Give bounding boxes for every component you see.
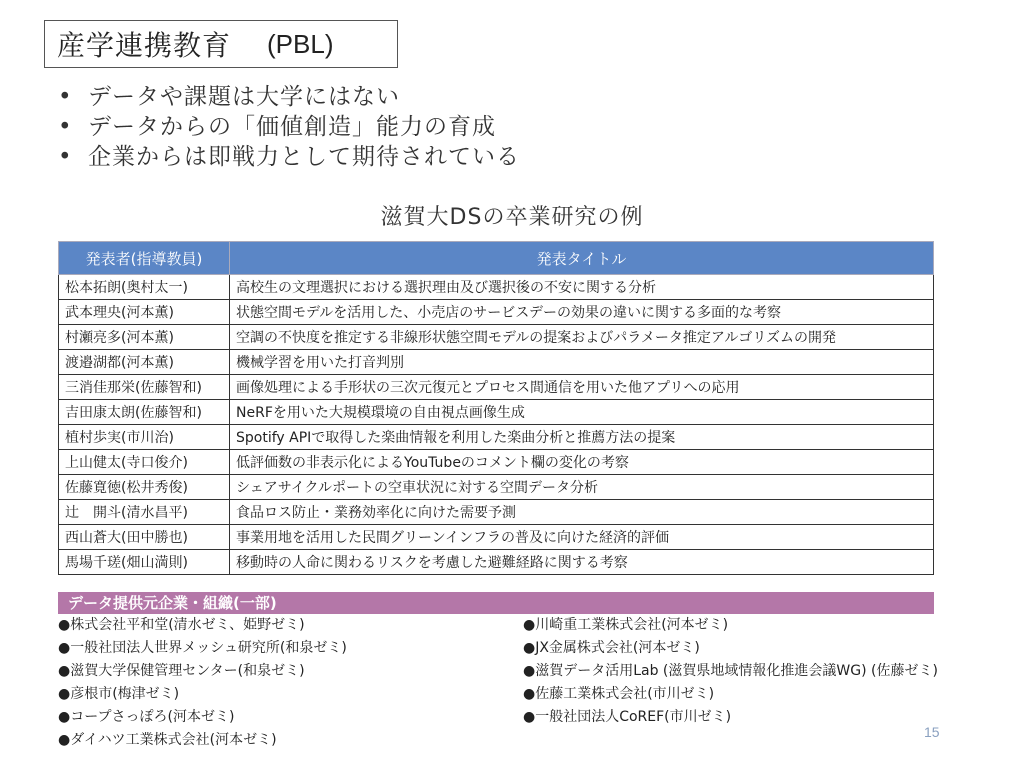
supplier-heading: データ提供元企業・組織(一部): [58, 592, 934, 614]
supplier-item: ●滋賀大学保健管理センター(和泉ゼミ): [58, 663, 305, 679]
presenter-cell: 松本拓朗(奥村太一): [59, 275, 230, 300]
title-cell: NeRFを用いた大規模環境の自由視点画像生成: [230, 400, 934, 425]
supplier-item: ●一般社団法人世界メッシュ研究所(和泉ゼミ): [58, 640, 347, 656]
table-row: [59, 450, 934, 475]
presenter-cell: 佐藤寛徳(松井秀俊): [59, 475, 230, 500]
presenter-cell: 村瀬亮多(河本薫): [59, 325, 230, 350]
bullet-item: • データや課題は大学にはない: [58, 82, 520, 112]
table-row: [59, 425, 934, 450]
presenter-cell: 上山健太(寺口俊介): [59, 450, 230, 475]
bullet-item: • データからの「価値創造」能力の育成: [58, 112, 520, 142]
title-cell: シェアサイクルポートの空車状況に対する空間データ分析: [230, 475, 934, 500]
bullet-item: • 企業からは即戦力として期待されている: [58, 142, 520, 172]
title-cell: 空調の不快度を推定する非線形状態空間モデルの提案およびパラメータ推定アルゴリズムの開発: [230, 325, 934, 350]
title-cell: 移動時の人命に関わるリスクを考慮した避難経路に関する考察: [230, 550, 934, 575]
table-row: [59, 400, 934, 425]
supplier-item: ●一般社団法人CoREF(市川ゼミ): [523, 709, 732, 725]
table-row: [59, 550, 934, 575]
slide-title-box: [44, 20, 398, 68]
supplier-list-left: [58, 614, 347, 752]
table-caption: 滋賀大DSの卒業研究の例: [380, 205, 644, 230]
presenter-cell: 武本理央(河本薫): [59, 300, 230, 325]
table-row: [59, 500, 934, 525]
supplier-item: ●川崎重工業株式会社(河本ゼミ): [523, 617, 729, 633]
supplier-item: ●滋賀データ活用Lab (滋賀県地域情報化推進会議WG) (佐藤ゼミ): [523, 663, 938, 679]
supplier-item: ●コープさっぽろ(河本ゼミ): [58, 709, 235, 725]
table-row: [59, 525, 934, 550]
title-cell: 画像処理による手形状の三次元復元とプロセス間通信を用いた他アプリへの応用: [230, 375, 934, 400]
title-cell: Spotify APIで取得した楽曲情報を利用した楽曲分析と推薦方法の提案: [230, 425, 934, 450]
presenter-cell: 西山蒼大(田中勝也): [59, 525, 230, 550]
supplier-item: ●ダイハツ工業株式会社(河本ゼミ): [58, 732, 277, 748]
slide-title-suffix: (PBL): [267, 28, 334, 59]
presenter-cell: 植村歩実(市川治): [59, 425, 230, 450]
supplier-item: ●JX金属株式会社(河本ゼミ): [523, 640, 700, 656]
title-cell: 状態空間モデルを活用した、小売店のサービスデーの効果の違いに関する多面的な考察: [230, 300, 934, 325]
table-row: [59, 350, 934, 375]
title-cell: 事業用地を活用した民間グリーンインフラの普及に向けた経済的評価: [230, 525, 934, 550]
table-row: [59, 475, 934, 500]
supplier-item: ●彦根市(梅津ゼミ): [58, 686, 180, 702]
slide-title: 産学連携教育: [57, 29, 232, 62]
presenter-cell: 三消佳那栄(佐藤智和): [59, 375, 230, 400]
table-header-row: [59, 242, 934, 275]
research-table: [58, 241, 934, 575]
supplier-list-right: [523, 614, 938, 729]
title-cell: 高校生の文理選択における選択理由及び選択後の不安に関する分析: [230, 275, 934, 300]
title-cell: 機械学習を用いた打音判別: [230, 350, 934, 375]
presenter-cell: 吉田康太朗(佐藤智和): [59, 400, 230, 425]
table-row: [59, 275, 934, 300]
header-title: 発表タイトル: [230, 242, 934, 275]
presenter-cell: 馬場千瑳(畑山満則): [59, 550, 230, 575]
presenter-cell: 渡邉湖都(河本薫): [59, 350, 230, 375]
supplier-item: ●佐藤工業株式会社(市川ゼミ): [523, 686, 715, 702]
page-number: 15: [924, 724, 940, 740]
table-row: [59, 375, 934, 400]
table-row: [59, 300, 934, 325]
bullet-list: [58, 82, 520, 172]
header-presenter: 発表者(指導教員): [59, 242, 230, 275]
title-cell: 食品ロス防止・業務効率化に向けた需要予測: [230, 500, 934, 525]
presenter-cell: 辻 開斗(清水昌平): [59, 500, 230, 525]
supplier-item: ●株式会社平和堂(清水ゼミ、姫野ゼミ): [58, 617, 305, 633]
title-cell: 低評価数の非表示化によるYouTubeのコメント欄の変化の考察: [230, 450, 934, 475]
table-row: [59, 325, 934, 350]
